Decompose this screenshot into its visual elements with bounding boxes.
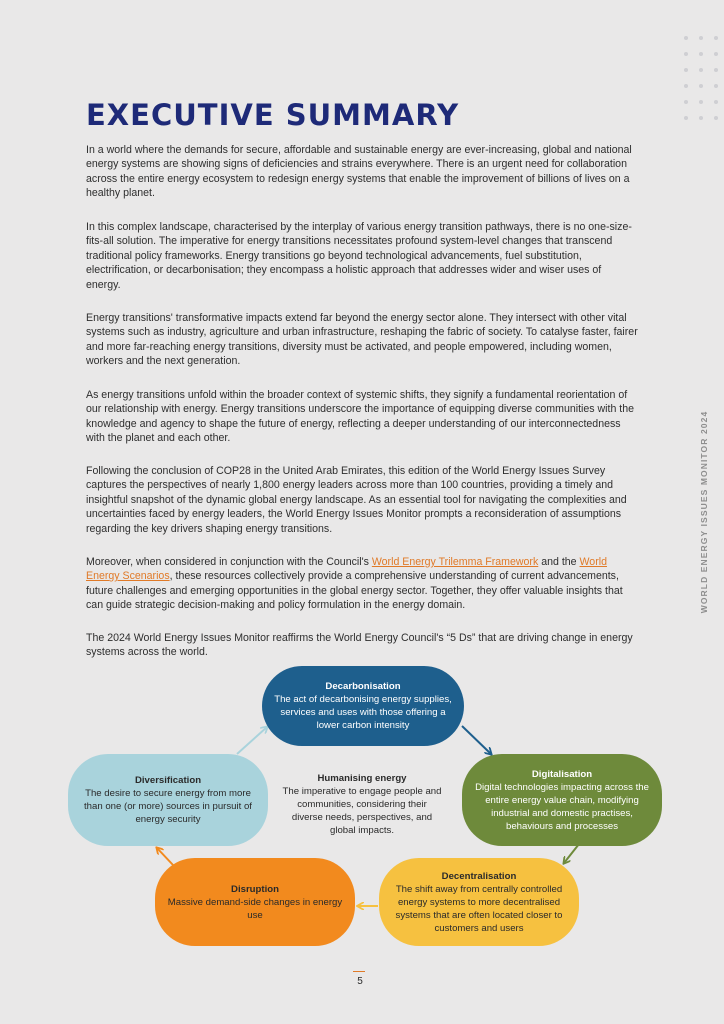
- paragraph-cop28: Following the conclusion of COP28 in the United Arab Emirates, this edition of the World Energy Issues Survey captures the perspectives of nearly 1,800 energy leaders across more than 100 countries, providing a timely and insightful snapshot of the dynamic global energy landscape. As an essential tool for navigating the complexities and uncertainties faced by energy leaders, the World Energy Issues Monitor prompts a reconsideration of assumptions regarding the key drivers shaping energy transitions.: [86, 465, 627, 535]
- humanising-energy-box: [281, 772, 443, 837]
- paragraph-impacts: Energy transitions' transformative impacts extend far beyond the energy sector alone. They intersect with other vital systems such as industry, agriculture and urban infrastructure, reshaping the fabric of society. To catalyse faster, fairer and more far-reaching energy transitions, diversity must be activated, and people empowered, including women, workers and the next generation.: [86, 312, 638, 368]
- paragraph-systemic-shifts: As energy transitions unfold within the broader context of systemic shifts, they signify a fundamental reorientation of our relationship with energy. Energy transitions underscore the importance of equipping diverse communities with the knowledge and agency to shape the future of energy, reflecting a deeper understanding of our interconnectedness with the planet and each other.: [86, 389, 635, 445]
- decentralisation-title: Decentralisation: [441, 870, 517, 882]
- diversification-title: Diversification: [134, 775, 202, 786]
- trilemma-framework-link[interactable]: World Energy Trilemma Framework: [371, 556, 539, 568]
- arrow-icon: [564, 844, 579, 863]
- digitalisation-text: Digital technologies impacting across the entire energy value chain, modifying industrial and domestic practises, behaviours and processes: [475, 781, 649, 832]
- paragraph-landscape: In this complex landscape, characterised by the interplay of various energy transition pathways, there is no one-size-fits-all solution. The imperative for energy transitions necessitates profound system-level changes that transcend traditional policy frameworks. Energy transitions go beyond technological advancements, fuel substitution, electrification, or decarbonisation; they encompass a holistic approach that addresses wider and wiser uses of energy.: [86, 221, 632, 291]
- paragraph-resources-text-1: Moreover, when considered in conjunction with the Council's: [86, 556, 372, 568]
- decarbonisation-text: The act of decarbonising energy supplies, services and uses with those offering a lower carbon intensity: [274, 694, 452, 731]
- disruption-text: Massive demand-side changes in energy use: [167, 896, 343, 921]
- humanising-text: The imperative to engage people and communities, considering their diverse needs, perspectives, and global impacts.: [282, 786, 442, 836]
- disruption-box: [155, 858, 355, 946]
- page-number-divider: [353, 971, 365, 972]
- paragraph-resources: [86, 555, 638, 613]
- diversification-box: [68, 754, 268, 846]
- digitalisation-title: Digitalisation: [531, 768, 593, 780]
- arrow-icon: [462, 726, 491, 754]
- paragraph-resources-text-3: , these resources collectively provide a comprehensive understanding of current advancements, future challenges and emerging opportunities in the global energy sector. Together, they offer valuable insights that can guide strategic decision-making and policy formulation in the energy domain.: [86, 570, 623, 612]
- energy-scenarios-link[interactable]: World Energy Scenarios: [86, 556, 607, 583]
- decorative-dots-icon: [684, 36, 720, 120]
- paragraph-resources-text-2: and the: [538, 556, 580, 568]
- humanising-title: Humanising energy: [317, 773, 407, 784]
- disruption-title: Disruption: [231, 883, 279, 895]
- paragraph-five-ds: The 2024 World Energy Issues Monitor reaffirms the World Energy Council's “5 Ds” that are driving change in energy systems across the world.: [86, 632, 633, 659]
- page-number: 5: [357, 976, 363, 987]
- arrow-icon: [157, 848, 173, 865]
- paragraph-intro: In a world where the demands for secure, affordable and sustainable energy are ever-increasing, global and national energy systems are showing signs of deficiencies and strains everywhere. There is an urgent need for collaboration across the entire energy ecosystem to redesign energy systems that enable the improvement of billions of lives on a healthy planet.: [86, 144, 632, 200]
- arrow-icon: [237, 727, 267, 754]
- decentralisation-text: The shift away from centrally controlled energy systems to more decentralised systems that are often located closer to customers and users: [395, 883, 563, 934]
- decarbonisation-title: Decarbonisation: [325, 681, 401, 692]
- side-title: WORLD ENERGY ISSUES MONITOR 2024: [699, 410, 709, 614]
- page-title: EXECUTIVE SUMMARY: [86, 98, 460, 132]
- decentralisation-box: [379, 858, 579, 946]
- decarbonisation-box: [262, 666, 464, 746]
- diversification-text: The desire to secure energy from more than one (or more) sources in pursuit of energy security: [84, 788, 252, 825]
- digitalisation-box: [462, 754, 662, 846]
